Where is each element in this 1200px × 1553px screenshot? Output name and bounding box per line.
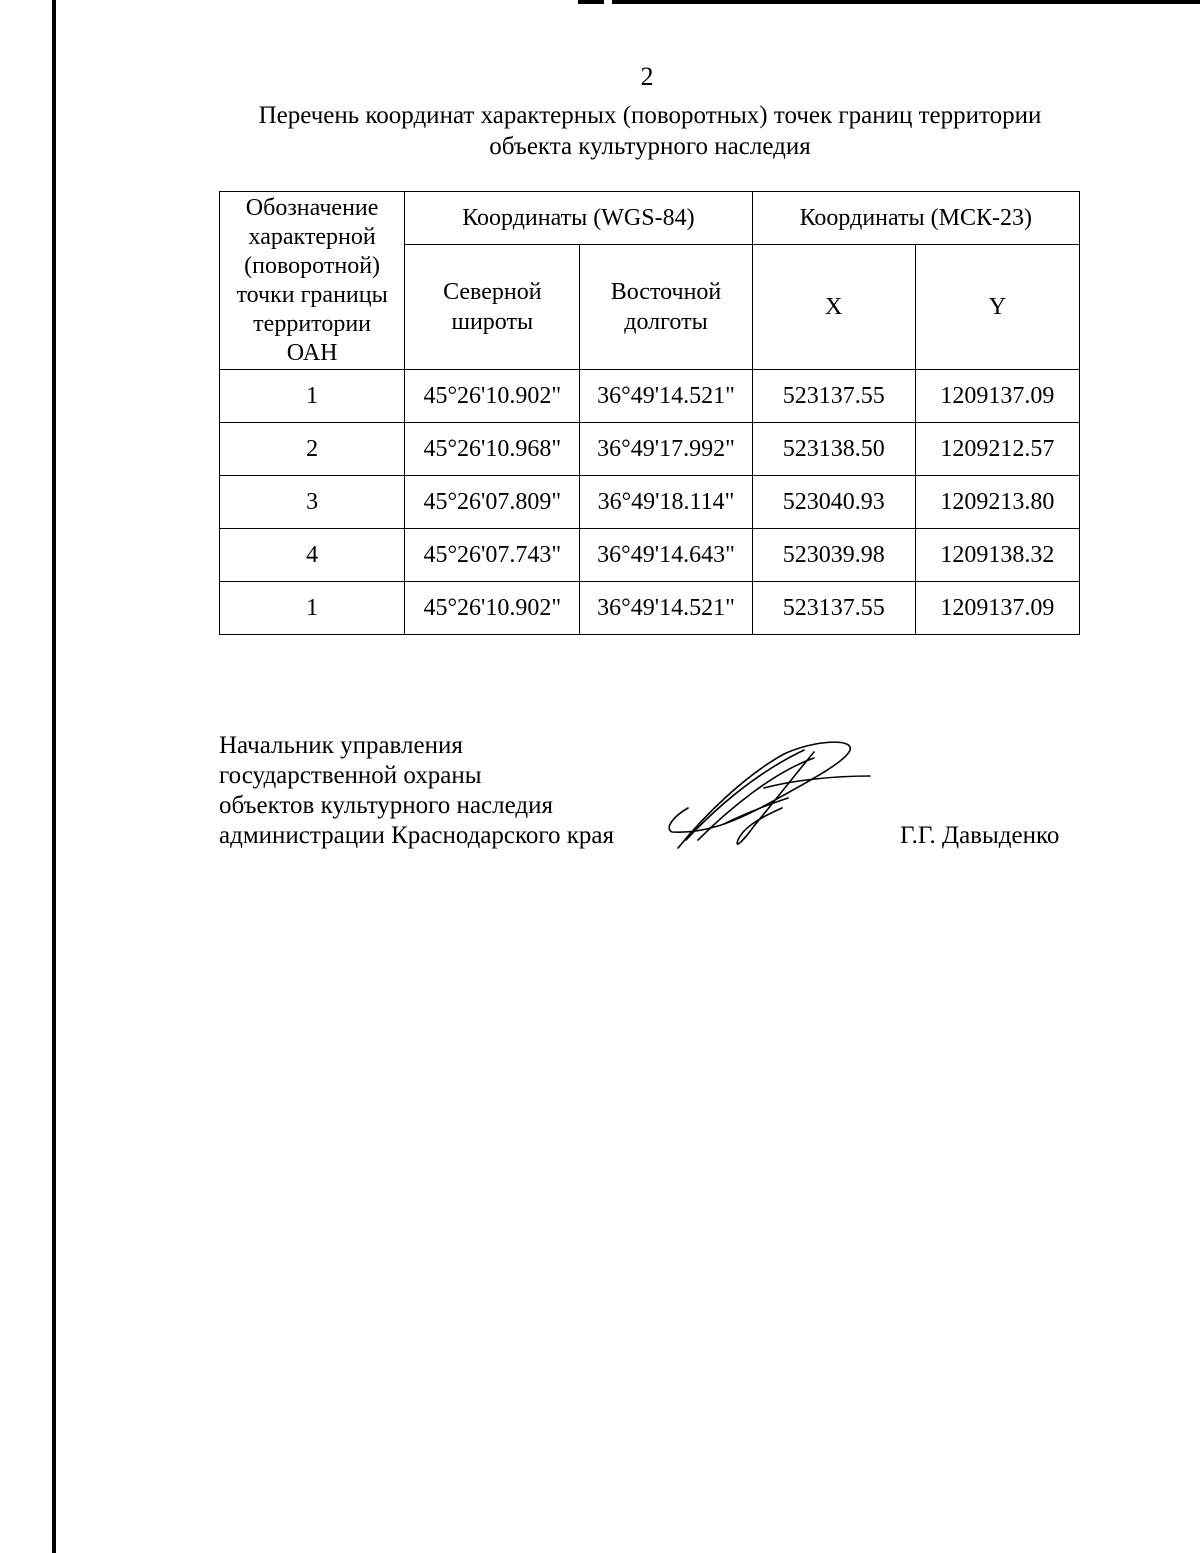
header-wgs84: Координаты (WGS-84): [405, 192, 752, 245]
cell-y: 1209212.57: [915, 423, 1079, 476]
document-title: [200, 100, 1100, 162]
cell-x: 523137.55: [752, 370, 915, 423]
cell-point: 3: [220, 476, 405, 529]
cell-x: 523138.50: [752, 423, 915, 476]
header-point-designation: [220, 192, 405, 370]
cell-y: 1209138.32: [915, 529, 1079, 582]
title-line: Перечень координат характерных (поворотных) точек границ территории: [258, 102, 1042, 129]
cell-y: 1209213.80: [915, 476, 1079, 529]
position-line: объектов культурного наследия: [219, 792, 553, 819]
header-east-longitude: [580, 245, 752, 370]
header-line: широты: [451, 309, 534, 335]
header-y: Y: [915, 245, 1079, 370]
header-line: точки границы: [236, 281, 388, 308]
cell-point: 1: [220, 582, 405, 635]
header-line: характерной: [248, 223, 376, 250]
table-row: [220, 476, 1080, 529]
signer-name: Г.Г. Давыденко: [900, 822, 1060, 849]
scan-border-top-gap: [604, 0, 612, 4]
header-line: Восточной: [610, 279, 722, 305]
cell-latitude: 45°26'10.902": [405, 582, 580, 635]
cell-x: 523039.98: [752, 529, 915, 582]
position-line: государственной охраны: [219, 762, 482, 789]
cell-point: 4: [220, 529, 405, 582]
cell-longitude: 36°49'18.114": [580, 476, 752, 529]
cell-x: 523040.93: [752, 476, 915, 529]
table-row: [220, 370, 1080, 423]
cell-latitude: 45°26'07.809": [405, 476, 580, 529]
table-row: [220, 529, 1080, 582]
coordinates-table: [219, 191, 1080, 635]
table-header-row: [220, 192, 1080, 245]
handwritten-signature: [664, 736, 874, 852]
table-row: [220, 582, 1080, 635]
scan-border-top: [578, 0, 1200, 4]
header-line: ОАН: [286, 339, 338, 366]
scan-border-left: [52, 0, 56, 1553]
cell-point: 1: [220, 370, 405, 423]
table-row: [220, 423, 1080, 476]
header-line: Северной: [443, 279, 542, 305]
signer-position: [219, 731, 614, 851]
header-x: X: [752, 245, 915, 370]
header-msk23: Координаты (МСК-23): [752, 192, 1079, 245]
position-line: администрации Краснодарского края: [219, 822, 615, 849]
position-line: Начальник управления: [219, 732, 463, 759]
cell-y: 1209137.09: [915, 582, 1079, 635]
title-line: объекта культурного наследия: [489, 133, 811, 160]
cell-longitude: 36°49'14.521": [580, 370, 752, 423]
header-line: Обозначение: [245, 194, 379, 221]
cell-longitude: 36°49'17.992": [580, 423, 752, 476]
page-number: 2: [640, 62, 654, 91]
cell-latitude: 45°26'10.902": [405, 370, 580, 423]
cell-point: 2: [220, 423, 405, 476]
cell-latitude: 45°26'10.968": [405, 423, 580, 476]
cell-x: 523137.55: [752, 582, 915, 635]
header-line: (поворотной): [244, 252, 381, 279]
header-line: территории: [253, 310, 372, 337]
cell-y: 1209137.09: [915, 370, 1079, 423]
header-line: долготы: [624, 309, 708, 335]
cell-longitude: 36°49'14.521": [580, 582, 752, 635]
cell-longitude: 36°49'14.643": [580, 529, 752, 582]
header-north-latitude: [405, 245, 580, 370]
cell-latitude: 45°26'07.743": [405, 529, 580, 582]
